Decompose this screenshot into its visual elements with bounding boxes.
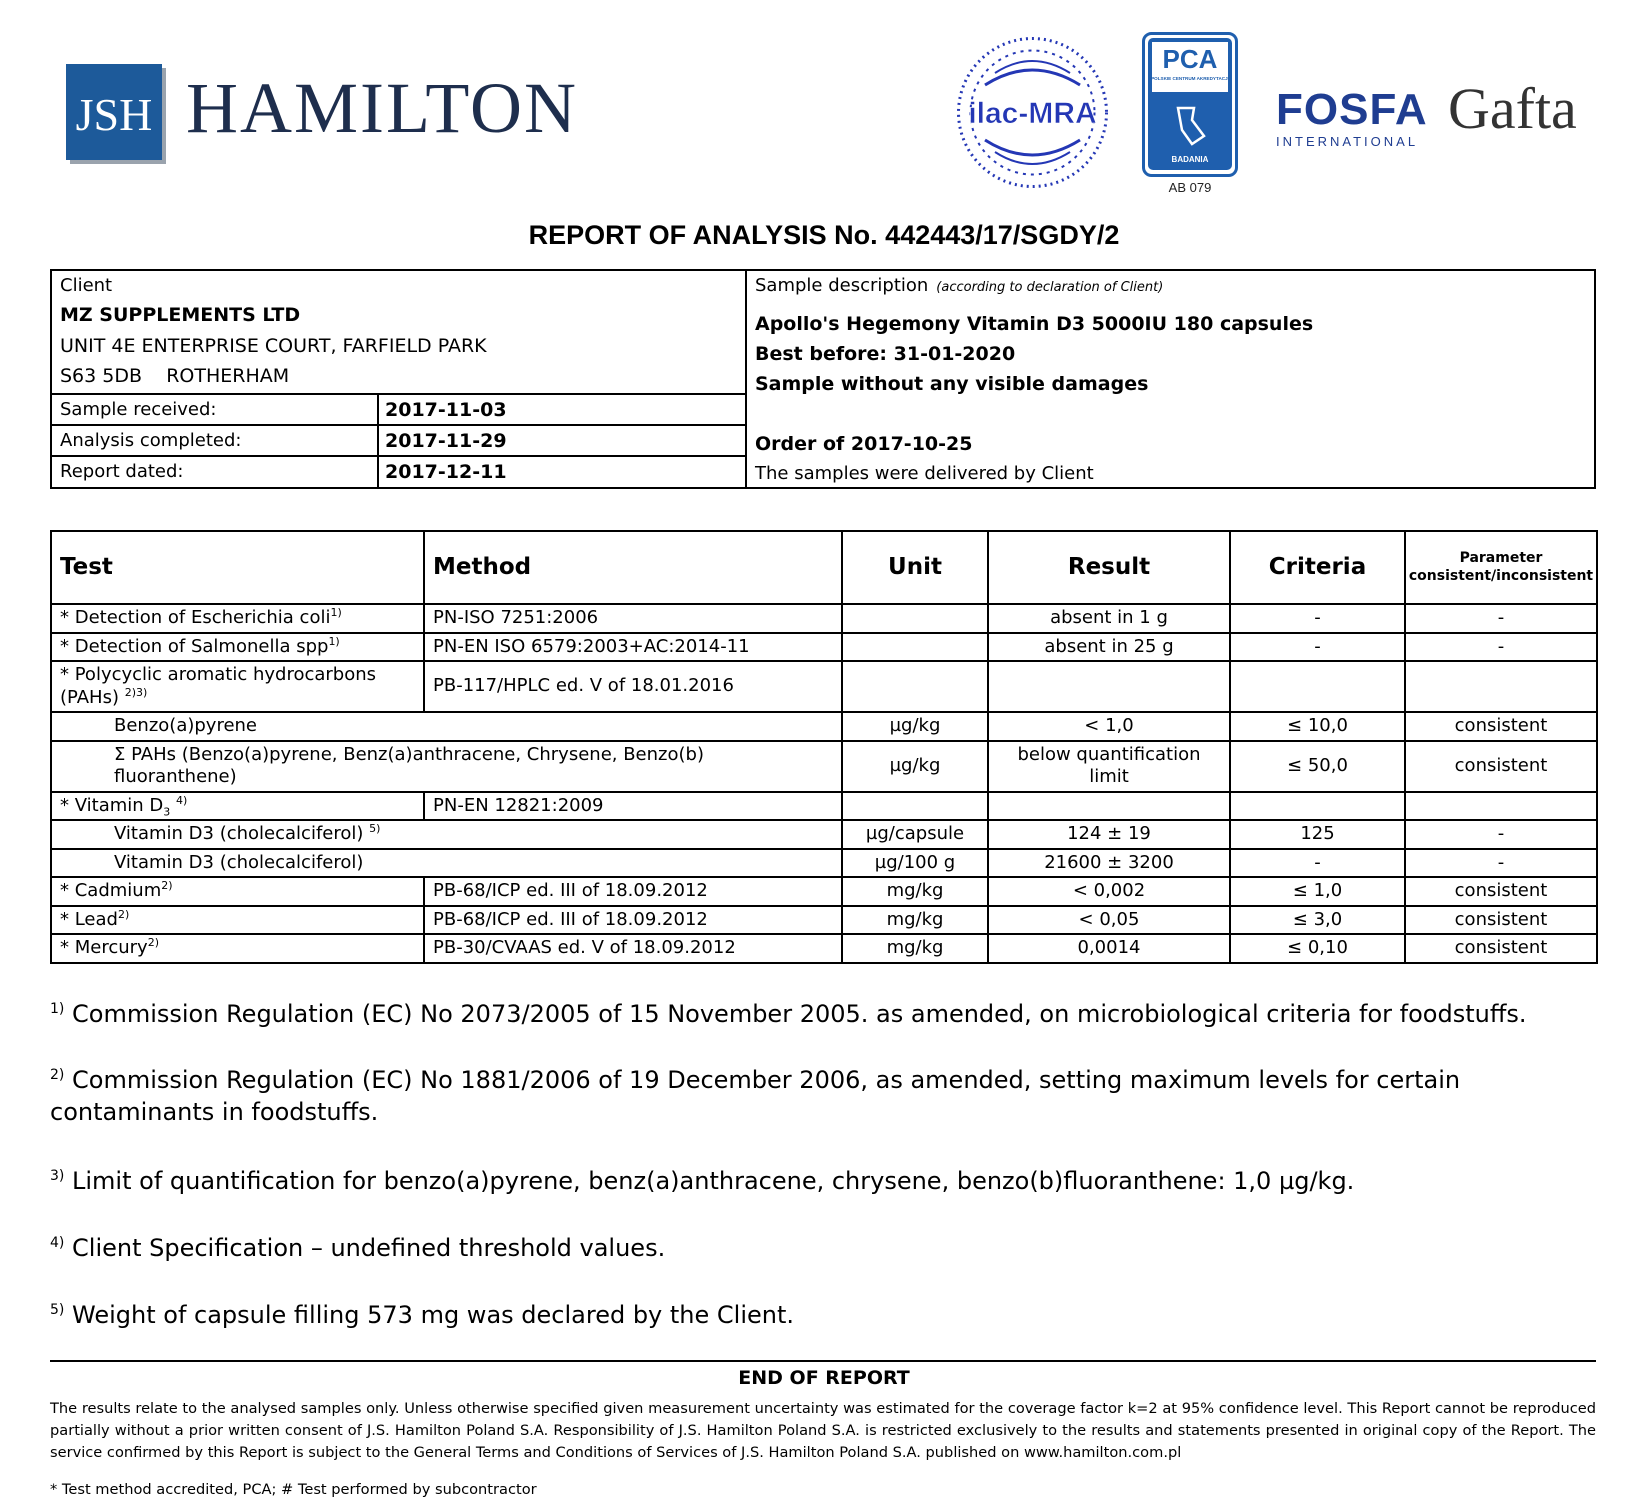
footnote-1: $^{1)}$ Commission Regulation (EC) No 2073/2005 of 15 November 2005. as amended, on microbiological criteria for foodstuffs.	[50, 1000, 1527, 1028]
date-label: Sample received:	[60, 399, 217, 420]
cell-parameter: -	[1405, 633, 1597, 662]
cell-parameter: consistent	[1405, 712, 1597, 741]
footnote-3: $^{3)}$ Limit of quantification for benzo(a)pyrene, benz(a)anthracene, chrysene, benzo(b)fluoranthene: 1,0 µg/kg.	[50, 1167, 1355, 1195]
sample-condition: Sample without any visible damages	[755, 373, 1149, 395]
table-row	[51, 877, 1597, 906]
table-row	[51, 712, 1597, 741]
cell-method: PN-EN 12821:2009	[424, 792, 842, 821]
cell-criteria: ≤ 3,0	[1230, 906, 1405, 935]
sample-product: Apollo's Hegemony Vitamin D3 5000IU 180 capsules	[755, 313, 1314, 335]
cell-result: 124 ± 19	[988, 820, 1230, 849]
table-row	[51, 934, 1597, 963]
cell-criteria: -	[1230, 604, 1405, 633]
fosfa-logo	[1276, 85, 1428, 149]
table-row	[51, 604, 1597, 633]
cell-result: < 0,05	[988, 906, 1230, 935]
hamilton-logo-mark	[66, 64, 166, 164]
cell-result: absent in 1 g	[988, 604, 1230, 633]
cell-result: 0,0014	[988, 934, 1230, 963]
sample-order: Order of 2017-10-25	[755, 433, 973, 455]
cell-test: * Polycyclic aromatic hydrocarbons (PAHs) $^{2)3)}$	[51, 661, 424, 712]
svg-text:ilac-MRA: ilac-MRA	[968, 97, 1097, 130]
client-info-box	[50, 269, 1596, 489]
table-row	[51, 661, 1597, 712]
cell-test: Vitamin D3 (cholecalciferol)	[51, 849, 842, 878]
cell-result: 21600 ± 3200	[988, 849, 1230, 878]
cell-unit: mg/kg	[842, 934, 988, 963]
end-of-report: END OF REPORT	[738, 1367, 910, 1389]
cell-unit: mg/kg	[842, 877, 988, 906]
cell-test: * Detection of Escherichia coli$^{1)}$	[51, 604, 424, 633]
cell-criteria: ≤ 50,0	[1230, 741, 1405, 792]
pca-accreditation-code: AB 079	[1168, 180, 1212, 195]
cell-method: PN-EN ISO 6579:2003+AC:2014-11	[424, 633, 842, 662]
table-row	[51, 633, 1597, 662]
cell-method: PB-68/ICP ed. III of 18.09.2012	[424, 877, 842, 906]
date-value: 2017-12-11	[385, 461, 507, 483]
cell-parameter: -	[1405, 820, 1597, 849]
cell-criteria: ≤ 0,10	[1230, 934, 1405, 963]
cell-parameter	[1405, 792, 1597, 821]
cell-method: PN-ISO 7251:2006	[424, 604, 842, 633]
footnote-5: $^{5)}$ Weight of capsule filling 573 mg was declared by the Client.	[50, 1301, 795, 1329]
cell-criteria: ≤ 10,0	[1230, 712, 1405, 741]
svg-text:BADANIA: BADANIA	[1171, 155, 1209, 164]
cell-method: PB-68/ICP ed. III of 18.09.2012	[424, 906, 842, 935]
table-row	[51, 820, 1597, 849]
cell-result	[988, 792, 1230, 821]
report-title: REPORT OF ANALYSIS No. 442443/17/SGDY/2	[528, 220, 1120, 250]
ilac-mra-logo	[955, 35, 1110, 190]
footnote-2: $^{2)}$ Commission Regulation (EC) No 1881/2006 of 19 December 2006, as amended, setting maximum levels for certain contaminants in foodstuffs.	[50, 1066, 1461, 1127]
header-parameter: Parameter consistent/inconsistent	[1405, 531, 1597, 604]
cell-unit: µg/capsule	[842, 820, 988, 849]
cell-result	[988, 661, 1230, 712]
cell-criteria: -	[1230, 849, 1405, 878]
client-address-line2: S63 5DB ROTHERHAM	[60, 365, 290, 387]
sample-best-before: Best before: 31-01-2020	[755, 343, 1016, 365]
cell-test: Benzo(a)pyrene	[51, 712, 842, 741]
cell-criteria: ≤ 1,0	[1230, 877, 1405, 906]
header-method: Method	[424, 531, 842, 604]
cell-method: PB-117/HPLC ed. V of 18.01.2016	[424, 661, 842, 712]
cell-parameter: -	[1405, 849, 1597, 878]
svg-text:JSH: JSH	[75, 89, 153, 140]
date-label: Analysis completed:	[60, 430, 242, 451]
cell-parameter: consistent	[1405, 877, 1597, 906]
cell-parameter: consistent	[1405, 906, 1597, 935]
table-row	[51, 849, 1597, 878]
results-table	[50, 530, 1598, 964]
date-value: 2017-11-03	[385, 399, 507, 421]
cell-parameter: -	[1405, 604, 1597, 633]
svg-text:POLSKIE CENTRUM AKREDYTACJI: POLSKIE CENTRUM AKREDYTACJI	[1151, 76, 1229, 81]
cell-criteria	[1230, 661, 1405, 712]
cell-test: Vitamin D3 (cholecalciferol) $^{5)}$	[51, 820, 842, 849]
cell-method: PB-30/CVAAS ed. V of 18.09.2012	[424, 934, 842, 963]
date-row-report	[52, 455, 745, 488]
cell-unit	[842, 604, 988, 633]
disclaimer-text: The results relate to the analysed samples only. Unless otherwise specified given measurement uncertainty was estimated for the coverage factor k=2 at 95% confidence level. This Report cannot be reproduced partially without a prior written consent of J.S. Hamilton Poland S.A. Responsibility of J.S. Hamilton Poland S.A. is restricted exclusively to the results and statements presented in original copy of the Report. The service confirmed by this Report is subject to the General Terms and Conditions of Services of J.S. Hamilton Poland S.A. published on www.hamilton.com.pl	[50, 1400, 1596, 1461]
cell-unit	[842, 792, 988, 821]
footer-divider	[50, 1360, 1596, 1362]
date-row-completed	[52, 424, 745, 457]
header-test: Test	[51, 531, 424, 604]
cell-test: * Mercury$^{2)}$	[51, 934, 424, 963]
cell-test: * Detection of Salmonella spp$^{1)}$	[51, 633, 424, 662]
cell-unit	[842, 633, 988, 662]
sample-section	[747, 271, 1594, 487]
accreditation-note: * Test method accredited, PCA; # Test performed by subcontractor	[50, 1481, 537, 1498]
cell-unit: mg/kg	[842, 906, 988, 935]
cell-parameter: consistent	[1405, 741, 1597, 792]
cell-parameter: consistent	[1405, 934, 1597, 963]
table-row	[51, 906, 1597, 935]
cell-criteria: -	[1230, 633, 1405, 662]
cell-unit: µg/100 g	[842, 849, 988, 878]
fosfa-logo-subtitle: INTERNATIONAL	[1276, 134, 1419, 149]
cell-parameter	[1405, 661, 1597, 712]
cell-unit	[842, 661, 988, 712]
cell-test: * Lead$^{2)}$	[51, 906, 424, 935]
hamilton-logo-wordmark: HAMILTON	[186, 68, 579, 148]
table-row	[51, 792, 1597, 821]
cell-criteria: 125	[1230, 820, 1405, 849]
fosfa-logo-name: FOSFA	[1276, 85, 1428, 134]
date-value: 2017-11-29	[385, 430, 507, 452]
cell-test: Σ PAHs (Benzo(a)pyrene, Benz(a)anthracene, Chrysene, Benzo(b) fluoranthene)	[51, 741, 842, 792]
cell-test: * Cadmium$^{2)}$	[51, 877, 424, 906]
header-unit: Unit	[842, 531, 988, 604]
footnote-4: $^{4)}$ Client Specification – undefined threshold values.	[50, 1234, 666, 1262]
sample-description-note: (according to declaration of Client)	[936, 280, 1164, 295]
sample-description-label: Sample description (according to declaration of Client)	[755, 275, 1164, 296]
cell-result: < 0,002	[988, 877, 1230, 906]
cell-test: * Vitamin $D_3$ $^{4)}$	[51, 792, 424, 821]
cell-result: below quantification limit	[988, 741, 1230, 792]
cell-result: < 1,0	[988, 712, 1230, 741]
client-label: Client	[60, 275, 113, 296]
header-result: Result	[988, 531, 1230, 604]
table-row	[51, 741, 1597, 792]
cell-result: absent in 25 g	[988, 633, 1230, 662]
pca-logo	[1142, 32, 1238, 177]
client-address-line1: UNIT 4E ENTERPRISE COURT, FARFIELD PARK	[60, 335, 487, 357]
table-header-row	[51, 531, 1597, 604]
client-name: MZ SUPPLEMENTS LTD	[60, 304, 301, 326]
svg-text:PCA: PCA	[1162, 44, 1218, 74]
cell-unit: µg/kg	[842, 741, 988, 792]
date-label: Report dated:	[60, 461, 184, 482]
date-row-received	[52, 393, 745, 426]
client-section	[52, 271, 747, 487]
cell-criteria	[1230, 792, 1405, 821]
sample-delivery: The samples were delivered by Client	[755, 463, 1094, 484]
header-criteria: Criteria	[1230, 531, 1405, 604]
cell-unit: µg/kg	[842, 712, 988, 741]
gafta-logo: Gafta	[1448, 76, 1577, 141]
